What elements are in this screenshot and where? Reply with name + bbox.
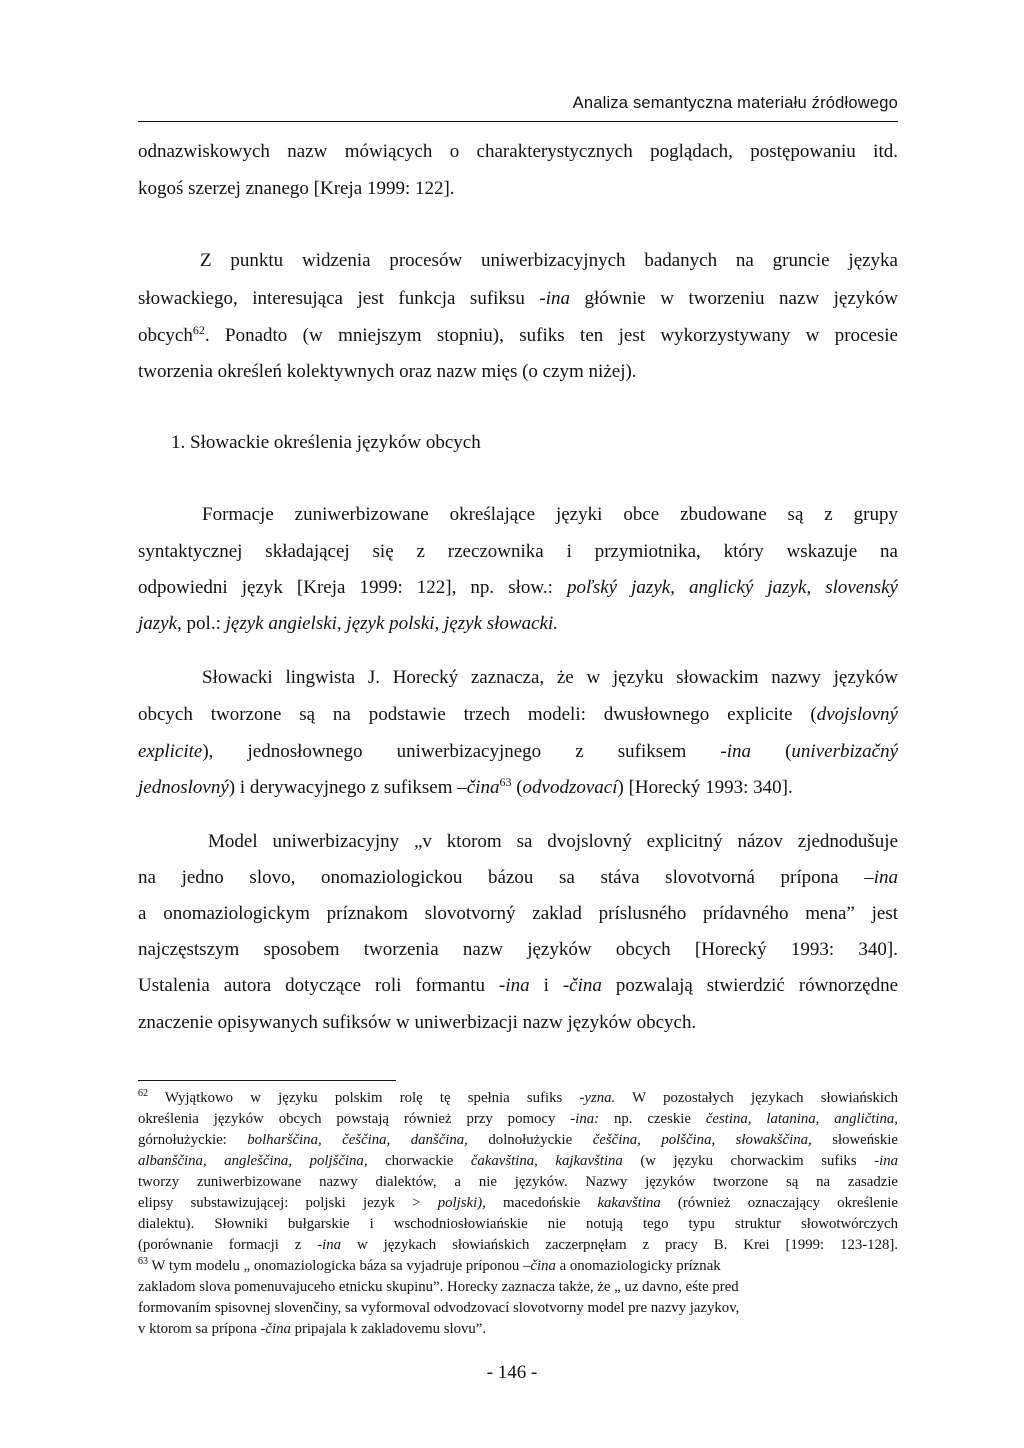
footnote-number: 62 — [138, 1088, 148, 1099]
footnote-62-line: dialektu). Słowniki bułgarskie i wschodniosłowiańskie nie notują tego typu struktur słowotwórczych — [138, 1216, 898, 1232]
body-line: jazyk, pol.: język angielski, język polski, język słowacki. — [138, 613, 558, 634]
body-line: tworzenia określeń kolektywnych oraz nazw mięs (o czym niżej). — [138, 361, 637, 382]
footnote-62-line: (porównanie formacji z -ina w językach słowiańskich zaczerpnęłam z pracy B. Krei [1999: 123-128]. — [138, 1237, 898, 1253]
footnote-ref-62[interactable]: 62 — [192, 323, 205, 337]
footnote-63-line: formovaním spisovnej slovenčiny, sa vyformoval odvodzovací slovotvorny model pre nazvy jazykov, — [138, 1300, 740, 1316]
footnote-62-line: elipsy substawizującej: poljski jezyk > poljski), macedońskie kakavština (również oznaczający określenie — [138, 1195, 898, 1211]
body-line: znaczenie opisywanych sufiksów w uniwerbizacji nazw języków obcych. — [138, 1012, 697, 1033]
page-number: - 146 - — [486, 1362, 538, 1383]
footnote-63-line: $^{63}$ W tym modelu „ onomaziologicka báza sa vyjadruje príponou –čina a onomaziologicky príznak — [138, 1256, 721, 1274]
footnote-63-line: v ktorom sa prípona -čina pripajala k zakladovemu slovu”. — [138, 1321, 487, 1337]
footnote-62-line: określenia języków obcych powstają również przy pomocy -ina: np. czeskie čestina, latanina, angličtina, — [138, 1111, 898, 1127]
body-line: kogoś szerzej znanego [Kreja 1999: 122]. — [138, 178, 455, 199]
footnote-62-line: tworzy zuniwerbizowane nazwy dialektów, a nie języków. Nazwy języków tworzone są na zasadzie — [138, 1174, 898, 1190]
body-line: a onomaziologickym príznakom slovotvorný zaklad príslusného prídavného mena” jest — [138, 903, 898, 924]
body-line: syntaktycznej składającej się z rzeczownika i przymiotnika, który wskazuje na — [138, 541, 898, 562]
footnote-number: 63 — [138, 1256, 148, 1267]
footnote-63-line: zakladom slova pomenuvajuceho etnicku skupinu”. Horecky zaznacza także, że „ uz davno, eśte pred — [138, 1279, 739, 1295]
body-line: Z punktu widzenia procesów uniwerbizacyjnych badanych na gruncie języka — [200, 250, 898, 271]
body-line: Ustalenia autora dotyczące roli formantu -ina i -čina pozwalają stwierdzić równorzędne — [138, 975, 899, 996]
section-heading: 1. Słowackie określenia języków obcych — [171, 432, 481, 453]
footnote-62-line: albanščina, angleščina, poljščina, chorwackie čakavština, kajkavština (w języku chorwackim sufiks -ina — [138, 1153, 898, 1169]
running-title: Analiza semantyczna materiału źródłowego — [572, 94, 898, 112]
footnote-ref-63[interactable]: 63 — [499, 775, 512, 789]
footnote-62-line: górnołużyckie: bolharščina, češčina, danščina, dolnołużyckie češčina, polščina, słowakščina, słoweńskie — [138, 1132, 898, 1148]
body-line: obcych$^{62}$. Ponadto (w mniejszym stopniu), sufiks ten jest wykorzystywany w procesie — [138, 323, 898, 346]
body-line: explicite), jednosłownego uniwerbizacyjnego z sufiksem -ina (univerbizačný — [138, 741, 898, 762]
body-line: Słowacki lingwista J. Horecký zaznacza, że w języku słowackim nazwy języków — [202, 667, 898, 688]
running-header — [138, 93, 898, 122]
footnote-rule — [138, 1080, 396, 1081]
body-line: Model uniwerbizacyjny „v ktorom sa dvojslovný explicitný názov zjednodušuje — [208, 831, 898, 852]
body-line: obcych tworzone są na podstawie trzech modeli: dwusłownego explicite (dvojslovný — [138, 704, 898, 725]
body-line: odnazwiskowych nazw mówiących o charakterystycznych poglądach, postępowaniu itd. — [138, 141, 898, 162]
body-line: Formacje zuniwerbizowane określające języki obce zbudowane są z grupy — [202, 504, 898, 525]
body-line: na jedno slovo, onomaziologickou bázou sa stáva slovotvorná prípona –ina — [138, 867, 898, 888]
footnote-62-line: $^{62}$ Wyjątkowo w języku polskim rolę tę spełnia sufiks -yzna. W pozostałych językach słowiańskich — [138, 1088, 898, 1106]
body-line: najczęstszym sposobem tworzenia nazw języków obcych [Horecký 1993: 340]. — [138, 939, 898, 960]
body-line: jednoslovný) i derywacyjnego z sufiksem –čina$^{63}$ (odvodzovací) [Horecký 1993: 340]. — [138, 775, 793, 798]
body-line: słowackiego, interesująca jest funkcja sufiksu -ina głównie w tworzeniu nazw języków — [138, 288, 899, 309]
body-line: odpowiedni język [Kreja 1999: 122], np. słow.: poľský jazyk, anglický jazyk, slovenský — [138, 577, 898, 598]
